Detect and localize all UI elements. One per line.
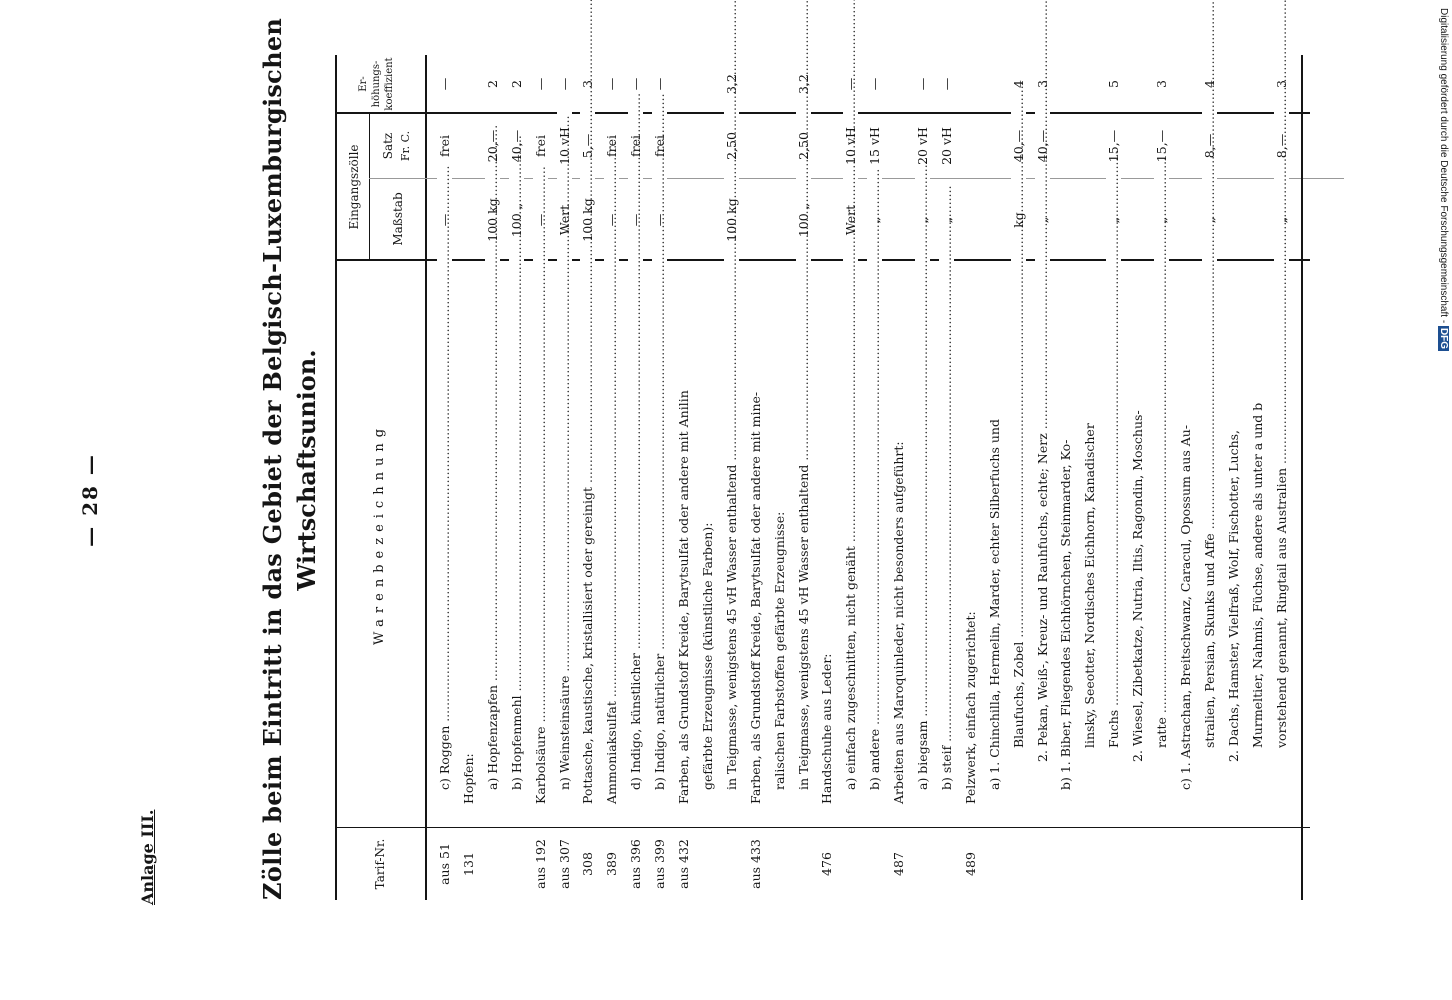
koeffizient-cell: 3 [1154, 80, 1169, 88]
description-cell [576, 264, 599, 804]
header-bottom-rule [425, 55, 427, 900]
satz-cell: 40,— [508, 129, 524, 163]
massstab-cell: 100 kg [484, 198, 500, 242]
koeffizient-cell: 4 [1201, 80, 1217, 88]
koeffizient-cell: 2 [508, 80, 524, 88]
koeffizient-cell: — [915, 77, 930, 91]
description-cell [600, 264, 623, 804]
table-bottom-rule [1301, 55, 1303, 900]
koeffizient-cell: 5 [1106, 80, 1122, 88]
satz-cell: frei [532, 135, 548, 157]
massstab-cell: — [532, 213, 548, 227]
description-text: vorstehend genannt, Ringtail aus Australien ..... [1274, 0, 1289, 804]
description-cell [983, 264, 1006, 804]
description-text: gefärbte Erzeugnisse (künstliche Farben): [700, 519, 715, 804]
koeffizient-cell: 3 [1273, 80, 1289, 88]
description-cell [935, 264, 958, 804]
header-massstab: Maßstab [391, 192, 405, 246]
tarif-nr-cell: 389 [604, 852, 620, 876]
massstab-cell: 100 „ [508, 202, 524, 238]
description-cell [553, 264, 576, 804]
satz-cell: 15,— [1154, 129, 1169, 163]
description-cell [648, 264, 671, 804]
satz-cell: 2,50 [723, 132, 739, 160]
appendix-label: Anlage III. [138, 809, 157, 905]
title-line-2: Wirtschaftsunion. [292, 349, 321, 591]
description-text: 2. Dachs, Hamster, Vielfraß, Wolf, Fischotter, Luchs, [1226, 426, 1241, 804]
description-text: ralischen Farbstoffen gefärbte Erzeugnisse: [772, 508, 787, 804]
description-cell [744, 264, 767, 804]
header-koeffizient: Er-höhungs-koeffizient [358, 57, 395, 111]
massstab-cell: „ [938, 216, 954, 224]
description-cell [481, 264, 504, 804]
massstab-cell: 100 kg [723, 198, 739, 242]
description-cell [720, 264, 743, 804]
massstab-cell: „ [1034, 216, 1050, 224]
description-text: Fuchs ..... [1106, 146, 1121, 804]
koeffizient-cell: 3,2 [795, 74, 811, 94]
satz-cell: 15 vH [867, 127, 883, 165]
satz-cell: 20 vH [938, 127, 954, 165]
tarif-nr-cell: 131 [460, 852, 476, 876]
koeffizient-cell: 3,2 [723, 74, 739, 94]
description-text: a) Hopfenzapfen ..... [485, 121, 500, 804]
description-cell [792, 264, 815, 804]
satz-cell: 10 vH [556, 127, 572, 165]
header-tarif-nr: Tarif-Nr. [373, 838, 387, 890]
description-cell [863, 264, 886, 804]
description-text: Blaufuchs, Zobel ..... [1011, 77, 1026, 804]
description-text: 2. Wiesel, Zibetkatze, Nutria, Iltis, Ragondin, Moschus- [1130, 406, 1145, 804]
massstab-cell: „ [867, 216, 883, 224]
massstab-cell: — [604, 213, 620, 227]
massstab-cell: „ [1273, 216, 1289, 224]
header-satz-unit: Fr. C. [399, 130, 412, 162]
tarif-nr-cell: aus 192 [532, 839, 548, 889]
description-cell [1198, 264, 1221, 804]
description-cell [839, 264, 862, 804]
description-text: Pelzwerk, einfach zugerichtet: [963, 607, 978, 804]
description-text: a) 1. Chinchilla, Hermelin, Marder, echter Silberfuchs und [987, 415, 1002, 804]
description-cell [457, 264, 480, 804]
massstab-cell: „ [1154, 216, 1169, 224]
description-text: Handschuhe aus Leder: [819, 649, 834, 804]
header-eingangszoelle: Eingangszölle [347, 144, 361, 230]
funding-note: Digitalisierung gefördert durch die Deutsche Forschungsgemeinschaft - [1438, 8, 1449, 324]
tarif-nr-cell: 476 [819, 852, 835, 876]
koeffizient-cell: — [867, 77, 883, 91]
description-cell [959, 264, 982, 804]
koeffizient-cell: — [604, 77, 620, 91]
description-cell [672, 264, 695, 804]
description-cell [1246, 264, 1269, 804]
description-cell [1054, 264, 1077, 804]
tarif-nr-cell: aus 399 [652, 839, 668, 889]
satz-cell: frei [628, 135, 644, 157]
description-text: 2. Pekan, Weiß-, Kreuz- und Rauhfuchs, echte; Nerz ..... [1035, 0, 1050, 804]
koeffizient-cell: — [843, 77, 859, 91]
koeffizient-cell: 4 [1010, 80, 1026, 88]
koeffizient-cell: — [938, 77, 954, 91]
satz-cell: 20 vH [915, 127, 930, 165]
tarif-nr-cell: aus 307 [556, 839, 572, 889]
description-text: Ammoniaksulfat ..... [604, 137, 619, 804]
satz-cell: 10 vH [843, 127, 859, 165]
table-top-rule [335, 55, 337, 900]
satz-cell: 5,— [580, 133, 596, 159]
description-text: c) Roggen ..... [437, 162, 452, 805]
header-warenbezeichnung: Warenbezeichnung [372, 422, 387, 646]
koeffizient-cell: — [628, 77, 644, 91]
description-cell [505, 264, 528, 804]
massstab-cell: „ [1106, 216, 1122, 224]
description-text: n) Weinsteinsäure ..... [557, 111, 572, 804]
dfg-logo: DFG [1438, 327, 1449, 350]
tarif-nr-cell: 487 [891, 852, 907, 876]
description-cell [1102, 264, 1125, 804]
tarif-nr-cell: aus 51 [437, 843, 452, 885]
tarif-nr-cell: aus 433 [747, 839, 763, 889]
massstab-cell: Wert [843, 204, 859, 236]
description-text: b) Hopfenmehl ..... [509, 131, 524, 804]
description-text: in Teigmasse, wenigstens 45 vH Wasser enthaltend ..... [724, 0, 739, 804]
massstab-cell: „ [1201, 216, 1217, 224]
massstab-cell: — [628, 213, 644, 227]
description-cell [624, 264, 647, 804]
description-cell [815, 264, 838, 804]
massstab-cell: — [437, 213, 452, 227]
tarif-nr-cell: 308 [580, 852, 596, 876]
description-text: stralien, Persian, Skunks und Affe ..... [1202, 0, 1217, 804]
description-text: d) Indigo, künstlicher ..... [628, 89, 643, 804]
description-text: in Teigmasse, wenigstens 45 vH Wasser enthaltend ..... [796, 0, 811, 804]
tarif-nr-cell: aus 396 [628, 839, 644, 889]
description-text: c) 1. Astrachan, Breitschwanz, Caracul, Opossum aus Au- [1178, 421, 1193, 804]
description-cell [1126, 264, 1149, 804]
koeffizient-cell: 3 [580, 80, 596, 88]
massstab-cell: „ [915, 216, 930, 224]
koeffizient-cell: — [556, 77, 572, 91]
description-text: Pottasche, kaustische, kristallisiert oder gereinigt ..... [580, 0, 595, 804]
description-cell [768, 264, 791, 804]
description-cell [1174, 264, 1197, 804]
satz-cell: 15,— [1106, 129, 1122, 163]
massstab-cell: 100 kg [580, 198, 596, 242]
description-cell [887, 264, 910, 804]
page-number: — 28 — [78, 453, 102, 547]
description-cell [1270, 264, 1293, 804]
satz-cell: 8,— [1273, 133, 1289, 159]
satz-cell: frei [437, 135, 452, 157]
description-text: a) einfach zugeschnitten, nicht genäht ..... [843, 0, 858, 804]
description-text: b) Indigo, natürlicher ..... [652, 89, 667, 804]
tarif-nr-cell: 489 [962, 852, 978, 876]
koeffizient-cell: 3 [1034, 80, 1050, 88]
massstab-cell: — [652, 213, 668, 227]
description-text: Murmeltier, Nahmis, Füchse, andere als unter a und b [1250, 399, 1265, 804]
description-text: Arbeiten aus Maroquinleder, nicht besonders aufgeführt: [891, 437, 906, 804]
header-satz: Satz [381, 132, 395, 160]
title-line-1: Zölle beim Eintritt in das Gebiet der Belgisch-Luxemburgischen [258, 17, 287, 900]
description-text: a) biegsam ..... [915, 156, 930, 804]
satz-cell: frei [604, 135, 620, 157]
description-text: Farben, als Grundstoff Kreide, Barytsulfat oder andere mit mine- [748, 388, 763, 804]
koeffizient-cell: — [437, 77, 452, 91]
massstab-cell: Wert [556, 204, 572, 236]
dfg-side-note [1416, 8, 1449, 388]
massstab-cell: kg [1010, 212, 1026, 228]
satz-cell: 8,— [1201, 133, 1217, 159]
description-text: linsky, Seeotter, Nordisches Eichhorn, Kanadischer [1082, 419, 1097, 804]
description-text: Karbolsäure ..... [533, 162, 548, 804]
description-cell [1031, 264, 1054, 804]
satz-cell: 40,— [1010, 129, 1026, 163]
massstab-cell: 100 „ [795, 202, 811, 238]
description-text: b) 1. Biber, Fliegendes Eichhörnchen, Steinmarder, Ko- [1058, 436, 1073, 804]
description-text: Hopfen: [461, 749, 476, 804]
description-cell [911, 264, 934, 804]
koeffizient-cell: — [652, 77, 668, 91]
satz-cell: frei [652, 135, 668, 157]
tarif-nr-cell: aus 432 [676, 839, 691, 889]
description-text: b) steif ..... [939, 181, 954, 804]
satz-cell: 2,50 [795, 132, 811, 160]
description-text: Farben, als Grundstoff Kreide, Barytsulfat oder andere mit Anilin [676, 386, 691, 804]
description-cell [1007, 264, 1030, 804]
description-cell [433, 264, 456, 804]
satz-cell: 20,— [484, 129, 500, 163]
description-cell [1078, 264, 1101, 804]
koeffizient-cell: — [532, 77, 548, 91]
eingang-sub-rule [369, 114, 370, 260]
tariff-table [335, 55, 1310, 900]
satz-cell: 40,— [1034, 129, 1050, 163]
description-text: b) andere ..... [867, 165, 882, 804]
koeffizient-cell: 2 [484, 80, 500, 88]
description-cell [696, 264, 719, 804]
description-cell [529, 264, 552, 804]
description-cell [1222, 264, 1245, 804]
description-cell [1150, 264, 1173, 804]
description-text: ratte ..... [1154, 153, 1169, 804]
